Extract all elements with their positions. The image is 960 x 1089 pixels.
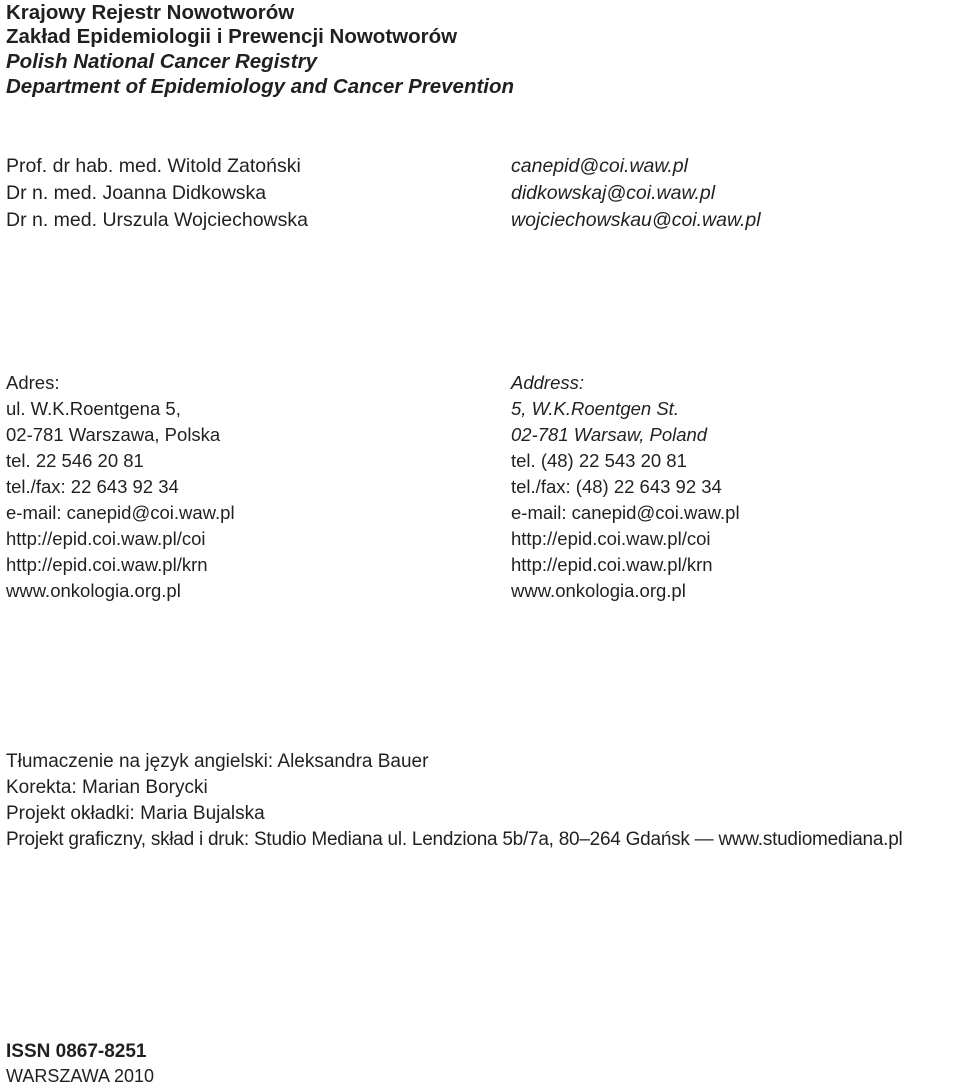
- staff-email[interactable]: canepid@coi.waw.pl: [511, 155, 688, 177]
- staff-name: Dr n. med. Urszula Wojciechowska: [6, 209, 308, 231]
- place-year: WARSZAWA 2010: [6, 1066, 155, 1086]
- address-label: Address:: [511, 372, 585, 393]
- website-link[interactable]: http://epid.coi.waw.pl/krn: [511, 554, 713, 575]
- postal-city: 02-781 Warsaw, Poland: [511, 424, 708, 445]
- graphic-design-credit: Projekt graficzny, skład i druk: Studio Mediana ul. Lendziona 5b/7a, 80–264 Gdańsk — www.studiomediana.pl: [6, 829, 903, 850]
- postal-city: 02-781 Warszawa, Polska: [6, 424, 221, 445]
- website-link[interactable]: http://epid.coi.waw.pl/coi: [511, 528, 711, 549]
- phone-fax: tel./fax: 22 643 92 34: [6, 476, 179, 497]
- street-address: ul. W.K.Roentgena 5,: [6, 398, 181, 419]
- staff-email[interactable]: didkowskaj@coi.waw.pl: [511, 182, 716, 204]
- translation-credit: Tłumaczenie na język angielski: Aleksandra Bauer: [6, 751, 429, 772]
- phone: tel. (48) 22 543 20 81: [511, 450, 687, 471]
- cover-design-credit: Projekt okładki: Maria Bujalska: [6, 803, 265, 824]
- website-link[interactable]: http://epid.coi.waw.pl/coi: [6, 528, 206, 549]
- email-link[interactable]: e-mail: canepid@coi.waw.pl: [6, 502, 235, 523]
- phone-fax: tel./fax: (48) 22 643 92 34: [511, 476, 722, 497]
- website-link[interactable]: www.onkologia.org.pl: [511, 580, 686, 601]
- email-link[interactable]: e-mail: canepid@coi.waw.pl: [511, 502, 740, 523]
- institution-name-en: Polish National Cancer Registry: [6, 50, 318, 73]
- street-address: 5, W.K.Roentgen St.: [511, 398, 679, 419]
- website-link[interactable]: http://epid.coi.waw.pl/krn: [6, 554, 208, 575]
- department-name-en: Department of Epidemiology and Cancer Prevention: [6, 75, 515, 98]
- issn: ISSN 0867-8251: [6, 1041, 147, 1062]
- proofreading-credit: Korekta: Marian Borycki: [6, 777, 208, 798]
- institution-name-pl: Krajowy Rejestr Nowotworów: [6, 1, 295, 24]
- address-label: Adres:: [6, 372, 60, 393]
- phone: tel. 22 546 20 81: [6, 450, 144, 471]
- department-name-pl: Zakład Epidemiologii i Prewencji Nowotworów: [6, 25, 458, 48]
- staff-name: Prof. dr hab. med. Witold Zatoński: [6, 155, 301, 177]
- staff-email[interactable]: wojciechowskau@coi.waw.pl: [511, 209, 761, 231]
- staff-name: Dr n. med. Joanna Didkowska: [6, 182, 267, 204]
- website-link[interactable]: www.onkologia.org.pl: [6, 580, 181, 601]
